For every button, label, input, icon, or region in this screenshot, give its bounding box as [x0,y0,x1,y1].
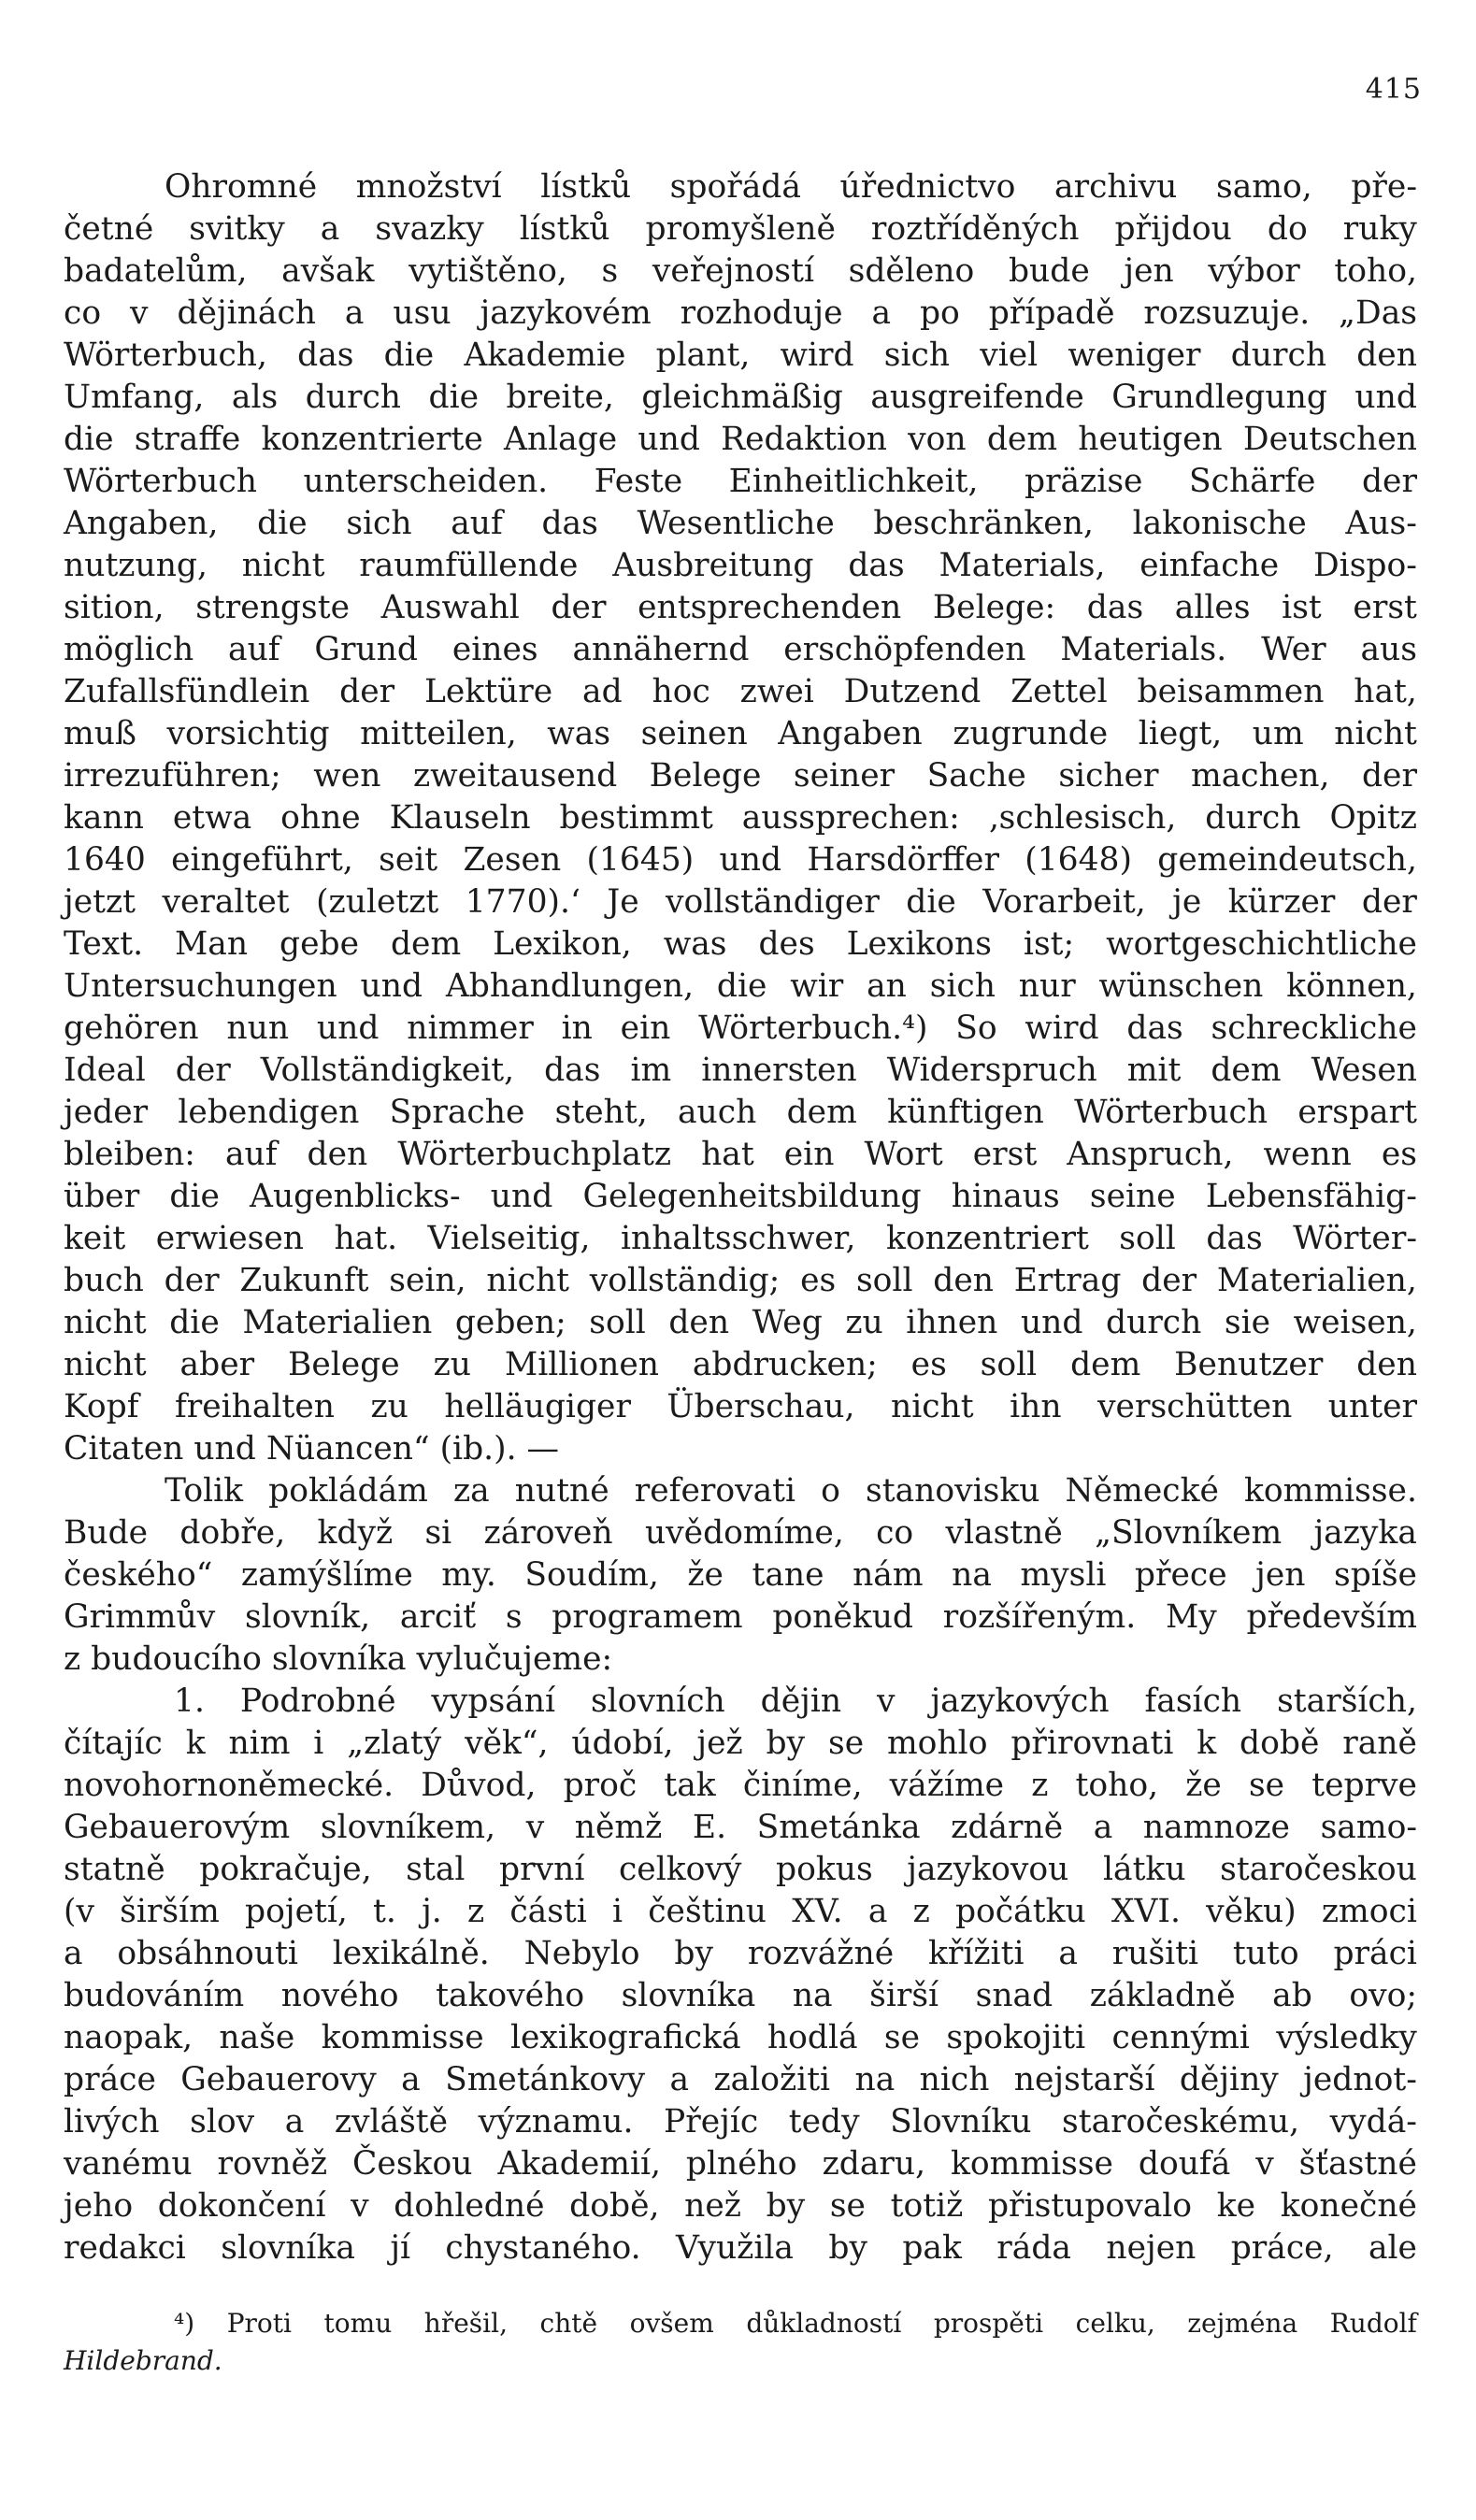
text-line: statně pokračuje, stal první celkový pokus jazykovou látku staročeskou [64,1851,1417,1888]
text-line: irrezuführen; wen zweitausend Belege seiner Sache sicher machen, der [64,757,1417,795]
footnote [64,2305,1417,2380]
text-line: práce Gebauerovy a Smetánkovy a založiti na nich nejstarší dějiny jednot- [64,2061,1417,2098]
text-line: Tolik pokládám za nutné referovati o stanovisku Německé kommisse. [165,1472,1417,1510]
text-line: bleiben: auf den Wörterbuchplatz hat ein Wort erst Anspruch, wenn es [64,1136,1417,1173]
text-line: muß vorsichtig mitteilen, was seinen Angaben zugrunde liegt, um nicht [64,715,1417,752]
text-line: (v širším pojetí, t. j. z části i češtinu XV. a z počátku XVI. věku) zmoci [64,1893,1417,1930]
text-line: nicht aber Belege zu Millionen abdrucken; es soll dem Benutzer den [64,1346,1417,1383]
text-line: vanému rovněž Českou Akademií, plného zdaru, kommisse doufá v šťastné [64,2145,1417,2183]
text-line: Gebauerovým slovníkem, v němž E. Smetánka zdárně a namnoze samo- [64,1809,1417,1846]
text-line: Bude dobře, když si zároveň uvědomíme, co vlastně „Slovníkem jazyka [64,1514,1417,1552]
text-line: budováním nového takového slovníka na širší snad základně ab ovo; [64,1977,1417,2014]
text-line: Kopf freihalten zu helläugiger Überschau, nicht ihn verschütten unter [64,1388,1417,1425]
text-line: 1. Podrobné vypsání slovních dějin v jazykových fasích starších, [174,1682,1417,1720]
text-line: Wörterbuch unterscheiden. Feste Einheitlichkeit, präzise Schärfe der [64,463,1417,500]
text-line: Angaben, die sich auf das Wesentliche beschränken, lakonische Aus- [64,505,1417,542]
text-line: Ohromné množství lístků spořádá úřednictvo archivu samo, pře- [165,168,1417,206]
text-line: Citaten und Nüancen“ (ib.). — [64,1430,560,1468]
text-line: čítajíc k nim i „zlatý věk“, údobí, jež by se mohlo přirovnati k době raně [64,1725,1417,1762]
text-line: Untersuchungen und Abhandlungen, die wir an sich nur wünschen können, [64,967,1417,1005]
text-line: jeder lebendigen Sprache steht, auch dem künftigen Wörterbuch erspart [64,1094,1417,1131]
text-line: gehören nun und nimmer in ein Wörterbuch.⁴) So wird das schreckliche [64,1009,1417,1047]
text-line: kann etwa ohne Klauseln bestimmt aussprechen: ‚schlesisch, durch Opitz [64,799,1417,837]
text-line: 1640 eingeführt, seit Zesen (1645) und Harsdörffer (1648) gemeindeutsch, [64,841,1417,879]
text-line: livých slov a zvláště významu. Přejíc tedy Slovníku staročeskému, vydá- [64,2103,1417,2141]
text-line: Zufallsfündlein der Lektüre ad hoc zwei Dutzend Zettel beisammen hat, [64,673,1417,710]
text-line: Ideal der Vollständigkeit, das im innersten Widerspruch mit dem Wesen [64,1052,1417,1089]
text-line: die straffe konzentrierte Anlage und Redaktion von dem heutigen Deutschen [64,421,1417,458]
text-line: z budoucího slovníka vylučujeme: [64,1640,613,1678]
text-line: a obsáhnouti lexikálně. Nebylo by rozvážné křížiti a rušiti tuto práci [64,1935,1417,1972]
text-line: redakci slovníka jí chystaného. Využila by pak ráda nejen práce, ale [64,2229,1417,2267]
text-line: Umfang, als durch die breite, gleichmäßig ausgreifende Grundlegung und [64,379,1417,416]
text-line: naopak, naše kommisse lexikografická hodlá se spokojiti cennými výsledky [64,2019,1417,2056]
text-line: četné svitky a svazky lístků promyšleně roztříděných přijdou do ruky [64,210,1417,248]
page-number: 415 [1365,73,1422,106]
body-text [64,166,1417,2269]
text-line: jetzt veraltet (zuletzt 1770).‘ Je vollständiger die Vorarbeit, je kürzer der [64,883,1417,921]
footnote-line: Hildebrand. [64,2345,222,2376]
text-line: möglich auf Grund eines annähernd erschöpfenden Materials. Wer aus [64,631,1417,668]
text-line: novohornoněmecké. Důvod, proč tak činíme, vážíme z toho, že se teprve [64,1767,1417,1804]
text-line: českého“ zamýšlíme my. Soudím, že tane nám na mysli přece jen spíše [64,1556,1417,1594]
text-line: keit erwiesen hat. Vielseitig, inhaltsschwer, konzentriert soll das Wörter- [64,1220,1417,1257]
text-line: über die Augenblicks- und Gelegenheitsbildung hinaus seine Lebensfähig- [64,1178,1417,1215]
footnote-line: ⁴) Proti tomu hřešil, chtě ovšem důkladností prospěti celku, zejména Rudolf [174,2308,1417,2339]
text-line: nicht die Materialien geben; soll den Weg zu ihnen und durch sie weisen, [64,1304,1417,1341]
text-line: sition, strengste Auswahl der entsprechenden Belege: das alles ist erst [64,589,1417,626]
text-line: Wörterbuch, das die Akademie plant, wird sich viel weniger durch den [64,336,1417,374]
text-line: buch der Zukunft sein, nicht vollständig; es soll den Ertrag der Materialien, [64,1262,1417,1299]
text-line: Text. Man gebe dem Lexikon, was des Lexikons ist; wortgeschichtliche [64,925,1417,963]
text-line: nutzung, nicht raumfüllende Ausbreitung das Materials, einfache Dispo- [64,547,1417,584]
text-line: jeho dokončení v dohledné době, než by se totiž přistupovalo ke konečné [64,2187,1417,2225]
text-line: badatelům, avšak vytištěno, s veřejností sděleno bude jen výbor toho, [64,252,1417,290]
text-line: co v dějinách a usu jazykovém rozhoduje a po případě rozsuzuje. „Das [64,294,1417,332]
text-line: Grimmův slovník, arciť s programem poněkud rozšířeným. My především [64,1598,1417,1636]
